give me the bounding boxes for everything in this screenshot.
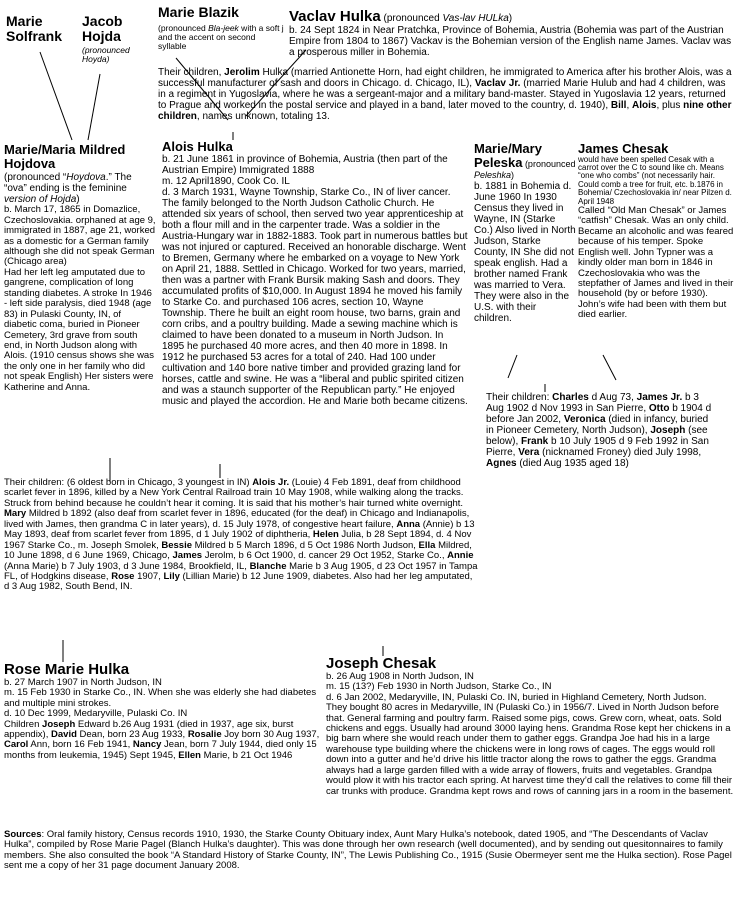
vaclav-children: Their children, Jerolim Hulka (married Antionette Horn, had eight children, he immigrated to America after his brother Alois, was a successful manufacturer of sash and doors in Chicago. d. Chicago, IL), Vaclav Jr. (married Marie Hulub and had 4 children, was in a regiment in Yugoslavia, where he was a sergeant-major and a military band-master. Stayed in Yugoslavia 12 years, returned to Prague and worked in the postal service and played in a band, later moved to the country, d. 1940), Bill, Alois, plus nine other children, names unknown, totaling 13. (158, 67, 732, 122)
alois-died: d. 3 March 1931, Wayne Township, Starke Co., IN of liver cancer. The family belonged to the North Judson Catholic Church. He attended six years of school, then served two year apprenticeship at both a flour mill and in the carpenter trade. Was a soldier in the Austria-Hungary war in 1882-1883. Took part in numerous battles but was not injured or captured. Received an honorable discharge. Went to Bremen, Germany where he embarked on a voyage to New York on April 21, 1888. Settled in Chicago. Worked for two years, married, then was a partner with Frank Bursik making Sash and doors. They accumulated profits of $10,000. In August 1894 he moved his family to Starke Co. and purchased 106 acres, section 10, Wayne Township. There he built an eight room house, two barns, grain and corn cribs, and a poultry building. Made a sewing machine which is claimed to have been donated to a museum in North Judson. In 1895 he purchased 40 more acres, and then 40 more in 1898. In 1912 he purchased 53 acres for a total of 240. Had 100 under cultivation and 140 bore native timber and provided grazing land for horses, cattle and swine. He was a “liberal and public spirited citizen and was a staunch supporter of the Republican party.” He enjoyed music and played the accordion. He and Marie both became citizens. (162, 186, 468, 407)
rose-block (4, 662, 320, 761)
rose-name: Rose Marie Hulka (4, 661, 130, 678)
hojdova-block (4, 143, 156, 393)
joseph-name: Joseph Chesak (326, 655, 437, 672)
alois-married: m. 12 April1890, Cook Co. IL (162, 175, 290, 187)
rose-born: b. 27 March 1907 in North Judson, IN (4, 676, 162, 688)
chesak-children: Their children: Charles d Aug 73, James Jr. b 3 Aug 1902 d Nov 1993 in San Pierre, Otto b 1904 d before Jan 2002, Veronica (died in infancy, buried in Pioneer Cemetery, North Judson), Joseph (see below), Frank b 10 July 1905 d 9 Feb 1992 in San Pierre, Vera (nicknamed Froney) died July 1998, Agnes (died Aug 1935 aged 18) (486, 392, 712, 469)
james-bio: would have been spelled Cesak with a carrot over the C to sound like ch. Means “one who combs” (not necessarily hair. Could comb a tree for fruit, etc. b.1876 in Bohemia/ Czechoslovakia in/ near Pilzen d. April 1948 (578, 154, 732, 206)
blazik-name: Marie Blazik (158, 4, 239, 20)
rose-children: Children Joseph Edward b.26 Aug 1931 (died in 1937, age six, burst appendix), David Dean, born 23 Aug 1933, Rosalie Joy born 30 Aug 1937, Carol Ann, born 16 Feb 1941, Nancy Jean, born 7 July 1944, died only 15 months from leukemia, 1945) Sept 1945, Ellen Marie, b 21 Oct 1946 (4, 718, 320, 761)
solfrank-name: Marie Solfrank (6, 13, 63, 44)
hulka-children: Their children: (6 oldest born in Chicago, 3 youngest in IN) Alois Jr. (Louie) 4 Feb 1891, deaf from childhood scarlet fever in 1896, killed by a New York Central Railroad train 10 May 1908, while walking along the tracks. Struck from behind because he couldn’t hear it coming. It is said that his mother’s hair turned white overnight. Mary Mildred b 1892 (also deaf from scarlet fever in 1896, educated (for the deaf) in Chicago and Indianapolis, lived with James, then grandma C in later years), d. 15 July 1978, of congestive heart failure, Anna (Annie) b 13 May 1893, deaf from scarlet fever from 1895, d 1 July 1902 of diphtheria, Helen Julia, b 28 Sept 1894, d. 4 Nov 1967 Starke Co., m. Joseph Smolek, Bessie Mildred b 5 March 1896, d 5 Oct 1986 North Judson, Ella Mildred, 10 June 1898, d 6 June 1969, Chicago, James Jerolm, b 6 Oct 1900, d. cancer 29 Oct 1952, Starke Co., Annie (Anna Marie) b 7 July 1903, d 3 June 1984, Brookfield, IL, Blanche Marie b 3 Aug 1905, d 23 Oct 1957 in Tampa FL, of Hodgkins disease, Rose 1907, Lily (Lillian Marie) b 12 June 1909, diabetes. Also had her leg amputated, d 3 Aug 1982, South Bend, IN. (4, 477, 478, 593)
rose-died: d. 10 Dec 1999, Medaryville, Pulaski Co. IN (4, 708, 188, 720)
hojdova-pronunciation: (pronounced “Hoydova.” The “ova” ending is the feminine version of Hojda) (4, 172, 132, 206)
alois-name: Alois Hulka (162, 139, 233, 154)
vaclav-block (289, 9, 735, 58)
jacob-name: Jacob Hojda (82, 13, 123, 44)
vaclav-bio: b. 24 Sept 1824 in Near Pratchka, Province of Bohemia, Austria (Bohemia was part of the Austrian Empire from 1804 to 1867) Vackav is the Bohemian version of the English name James. Vaclav was a prosperous miller in Bohemia. (289, 24, 732, 58)
vaclav-name: Vaclav Hulka (289, 8, 381, 25)
joseph-married: m. 15 (13?) Feb 1930 in North Judson, Starke Co., IN (326, 681, 552, 693)
alois-block (162, 140, 468, 407)
james-block (578, 142, 736, 321)
alois-born: b. 21 June 1861 in province of Bohemia, Austria (then part of the Austrian Empire) Immigrated 1888 (162, 153, 448, 176)
peleska-block (474, 142, 576, 324)
jacob-note: (pronounced Hoyda) (82, 45, 130, 65)
peleska-name: Marie/Mary Peleska (474, 141, 542, 171)
hojdova-name: Marie/Maria Mildred Hojdova (4, 142, 126, 171)
sources-text: : Oral family history, Census records 1910, 1930, the Starke County Obituary index, Aunt Mary Hulka’s notebook, dated 1905, and “The Descendants of Vaclav Hulka”, compiled by Rose Marie Pagel (Blanch Hulka’s daughter). This was done through her own research (well documented), and by sending out quesitonnaires to family members. She also consulted the book “A Standard History of Starke County, IN”, The Lewis Publishing Co., 1915 (Susie Obermeyer sent me the Hulka section). Rose Pagel sent me a copy of her 31 page document January 2008. (4, 829, 732, 872)
sources-block (4, 830, 736, 872)
peleska-bio: b. 1881 in Bohemia d. June 1960 In 1930 Census they lived in Wayne, IN (Starke Co.) Also lived in North Judson, Starke County, IN She did not speak english. Had a brother named Frank was married to Vera. They were also in the U.S. with their children. (474, 181, 576, 325)
joseph-died: d. 6 Jan 2002, Medaryville, IN, Pulaski Co. IN, buried in Highland Cemetery, North Judson. (326, 691, 707, 703)
blazik-note: (pronounced Bla-jeek with a soft j and the accent on second syllable (158, 22, 284, 51)
hojdova-bio: b. March 17, 1865 in Domazlice, Czechoslovakia. orphaned at age 9, immigrated in 1887, age 21, worked as a domestic for a German family although she did not speak German (Chicago area) (4, 204, 156, 268)
blazik-block (158, 5, 286, 50)
peleska-heading: Marie/Mary Peleska (pronounced Peleshka) (474, 141, 576, 180)
james-bio2: Called “Old Man Chesak” or James “catfish” Chesak. Was an only child. Became an alcoholic and was feared because of his temper. Spoke English well. John Typner was a kindly older man born in 1846 in Czechoslovakia who was the stepfather of James and lived in their household (by or before 1930). John’s wife had been with them but died earlier. (578, 204, 734, 321)
rose-married: m. 15 Feb 1930 in Starke Co., IN. When she was elderly she had diabetes and multiple mini strokes. (4, 687, 317, 709)
jacob-block (82, 14, 154, 64)
hojdova-bio2: Had her left leg amputated due to gangrene, complication of long standing diabetes. A stroke In 1946 - left side paralysis, died 1948 (age 83) in Pulaski County, IN, of diabetic coma, buried in Pioneer Cemetery, 3rd grave from south end, in North Judson along with Alois. (1910 census shows she was the only one in her family who did not speak English) Her sisters were Katherine and Anna. (4, 266, 154, 393)
sources-label: Sources (4, 829, 42, 840)
joseph-born: b. 26 Aug 1908 in North Judson, IN (326, 670, 474, 682)
joseph-bio: They bought 80 acres in Medaryville, IN (Pulaski Co.) in 1956/7. Lived in North Judson before that. General farming and poultry farm. Raised some pigs, cows. Grew corn, wheat, oats. Sold chickens and eggs. Usually had around 3000 laying hens. Grandma Rose kept her chickens in a big barn where she would reach under them to gather eggs. Grandpa Joe had his in a large warehouse type building where the chickens were in long rows of cages. The eggs would roll down into a gutter and he’d drive his little tractor along the rows to gather the eggs. Grandma always had a large garden filled with a wide array of flowers, fruits and vegetables. Grandpa would plow it with his tractor each spring. At harvest time they’d call the relatives to come fill their car trunks with produce. Grandma kept rows and rows of canning jars in a room in the basement. (326, 702, 734, 797)
vaclav-heading: Vaclav Hulka (pronounced Vas-lav HULka) (289, 8, 513, 25)
james-name: James Chesak (578, 141, 669, 156)
joseph-block (326, 656, 736, 797)
